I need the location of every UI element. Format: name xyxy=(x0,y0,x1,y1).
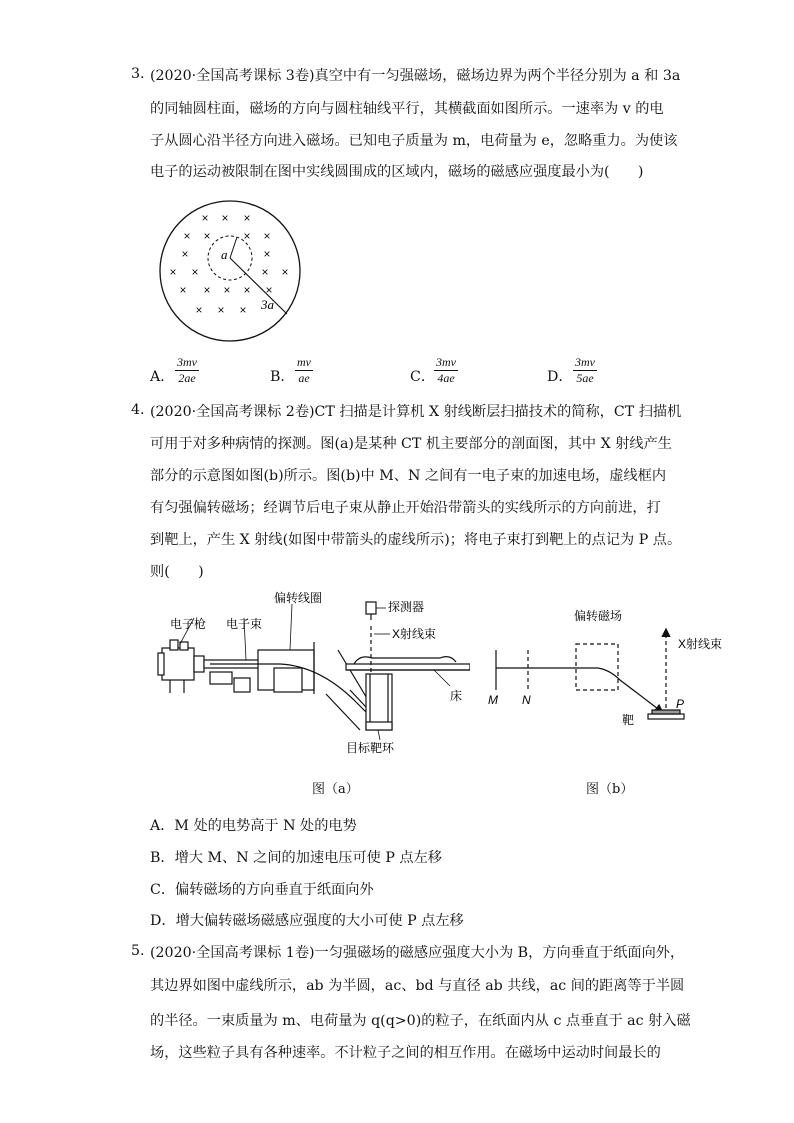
question-3-number: 3. xyxy=(131,66,145,82)
option-c-fraction xyxy=(434,355,458,386)
option-a-fraction xyxy=(175,355,199,386)
figure-a-caption: 图（a） xyxy=(312,782,359,797)
question-3-line-4: 电子的运动被限制在图中实线圆围成的区域内，磁场的磁感应强度最小为( ) xyxy=(150,164,644,180)
electron-gun-body xyxy=(162,648,194,680)
option-a-label[interactable]: A． xyxy=(150,369,175,385)
field-mark: × xyxy=(281,265,289,279)
option-a-numerator: 3mv xyxy=(177,355,197,369)
option-d-label[interactable]: D． xyxy=(547,369,573,385)
field-mark: × xyxy=(195,303,203,317)
question-3-figure xyxy=(155,196,305,346)
label-target: 靶 xyxy=(622,713,635,727)
question-4-line-3: 部分的示意图如图(b)所示。图(b)中 M、N 之间有一电子束的加速电场，虚线框内 xyxy=(150,468,667,484)
question-5-line-2: 其边界如图中虚线所示，ab 为半圆，ac、bd 与直径 ab 共线，ac 间的距离等于半圆 xyxy=(150,978,685,994)
outer-boundary-circle xyxy=(160,201,300,341)
field-mark: × xyxy=(191,265,199,279)
label-gun: 电子枪 xyxy=(170,617,207,631)
inner-radius-label: a xyxy=(221,247,228,262)
figure-b-caption: 图（b） xyxy=(586,782,634,797)
field-mark: × xyxy=(243,283,251,297)
option-b-denominator: ae xyxy=(298,371,310,385)
label-field: 偏转磁场 xyxy=(574,609,623,623)
field-mark: × xyxy=(243,211,251,225)
label-n: N xyxy=(522,693,531,707)
question-4-line-1: (2020·全国高考课标 2卷)CT 扫描是计算机 X 射线断层扫描技术的简称，CT 扫描机 xyxy=(150,404,682,420)
option-a-denominator: 2ae xyxy=(178,371,196,385)
option-c-label[interactable]: C． xyxy=(410,369,436,385)
field-mark: × xyxy=(239,303,247,317)
option-b-numerator: mv xyxy=(297,355,311,369)
question-5-line-3: 的半径。一束质量为 m、电荷量为 q(q>0)的粒子，在纸面内从 c 点垂直于 ac 射入磁 xyxy=(150,1013,691,1029)
figure-a-ct-machine xyxy=(150,590,470,765)
question-4-line-2: 可用于对多种病情的探测。图(a)是某种 CT 机主要部分的剖面图，其中 X 射线产生 xyxy=(150,436,672,452)
question-3-line-1: (2020·全国高考课标 3卷)真空中有一匀强磁场，磁场边界为两个半径分别为 a 和 3a xyxy=(150,68,681,84)
inner-radius-line xyxy=(230,237,237,258)
field-mark: × xyxy=(223,283,231,297)
question-4-option-d[interactable]: D．增大偏转磁场磁感应强度的大小可使 P 点左移 xyxy=(150,913,464,929)
label-bed: 床 xyxy=(450,689,463,703)
option-c-denominator: 4ae xyxy=(437,371,455,385)
question-3-line-3: 子从圆心沿半径方向进入磁场。已知电子质量为 m，电荷量为 e，忽略重力。为使该 xyxy=(150,133,678,149)
label-beam: 电子束 xyxy=(226,617,263,631)
question-4-option-a[interactable]: A．M 处的电势高于 N 处的电势 xyxy=(150,818,357,834)
question-4-option-b[interactable]: B．增大 M、N 之间的加速电压可使 P 点左移 xyxy=(150,850,442,866)
question-5-number: 5. xyxy=(131,943,145,959)
field-mark: × xyxy=(265,283,273,297)
option-c-numerator: 3mv xyxy=(436,355,456,369)
label-xray-b: X射线束 xyxy=(678,637,723,651)
field-mark: × xyxy=(203,283,211,297)
label-m: M xyxy=(488,693,498,707)
option-d-fraction xyxy=(573,355,597,386)
detector xyxy=(366,602,376,614)
label-coil: 偏转线圈 xyxy=(274,591,323,605)
question-3-line-2: 的同轴圆柱面，磁场的方向与圆柱轴线平行，其横截面如图所示。一速率为 v 的电 xyxy=(150,101,664,117)
question-4-option-c[interactable]: C．偏转磁场的方向垂直于纸面向外 xyxy=(150,882,374,898)
field-mark: × xyxy=(179,283,187,297)
field-mark: × xyxy=(169,265,177,279)
field-mark: × xyxy=(221,211,229,225)
field-mark: × xyxy=(203,229,211,243)
label-detector: 探测器 xyxy=(388,600,425,614)
label-xray: X射线束 xyxy=(392,627,437,641)
field-mark: × xyxy=(243,229,251,243)
option-d-denominator: 5ae xyxy=(576,371,594,385)
option-b-fraction xyxy=(295,355,313,386)
field-box xyxy=(576,644,618,690)
figure-b-schematic xyxy=(480,600,780,740)
bed xyxy=(346,664,470,670)
field-mark: × xyxy=(261,265,269,279)
question-5-line-1: (2020·全国高考课标 1卷)一匀强磁场的磁感应强度大小为 B，方向垂直于纸面向外， xyxy=(150,945,685,961)
question-4-line-4: 有匀强偏转磁场；经调节后电子束从静止开始沿带箭头的实线所示的方向前进，打 xyxy=(150,500,661,516)
field-mark: × xyxy=(217,303,225,317)
field-mark: × xyxy=(263,247,271,261)
field-mark: × xyxy=(181,247,189,261)
outer-radius-label: 3a xyxy=(261,297,274,312)
field-mark: × xyxy=(201,211,209,225)
option-d-numerator: 3mv xyxy=(575,355,595,369)
field-mark: × xyxy=(183,229,191,243)
question-5-line-4: 场，这些粒子具有各种速率。不计粒子之间的相互作用。在磁场中运动时间最长的 xyxy=(150,1045,661,1061)
target-plate xyxy=(648,714,684,719)
label-p: P xyxy=(676,697,685,711)
question-4-line-5: 到靶上，产生 X 射线(如图中带箭头的虚线所示)；将电子束打到靶上的点记为 P 点。 xyxy=(150,532,682,548)
question-4-number: 4. xyxy=(131,402,145,418)
label-ring: 目标靶环 xyxy=(346,741,395,755)
option-b-label[interactable]: B． xyxy=(270,369,295,385)
field-mark: × xyxy=(263,229,271,243)
question-4-line-6: 则( ) xyxy=(150,564,204,580)
